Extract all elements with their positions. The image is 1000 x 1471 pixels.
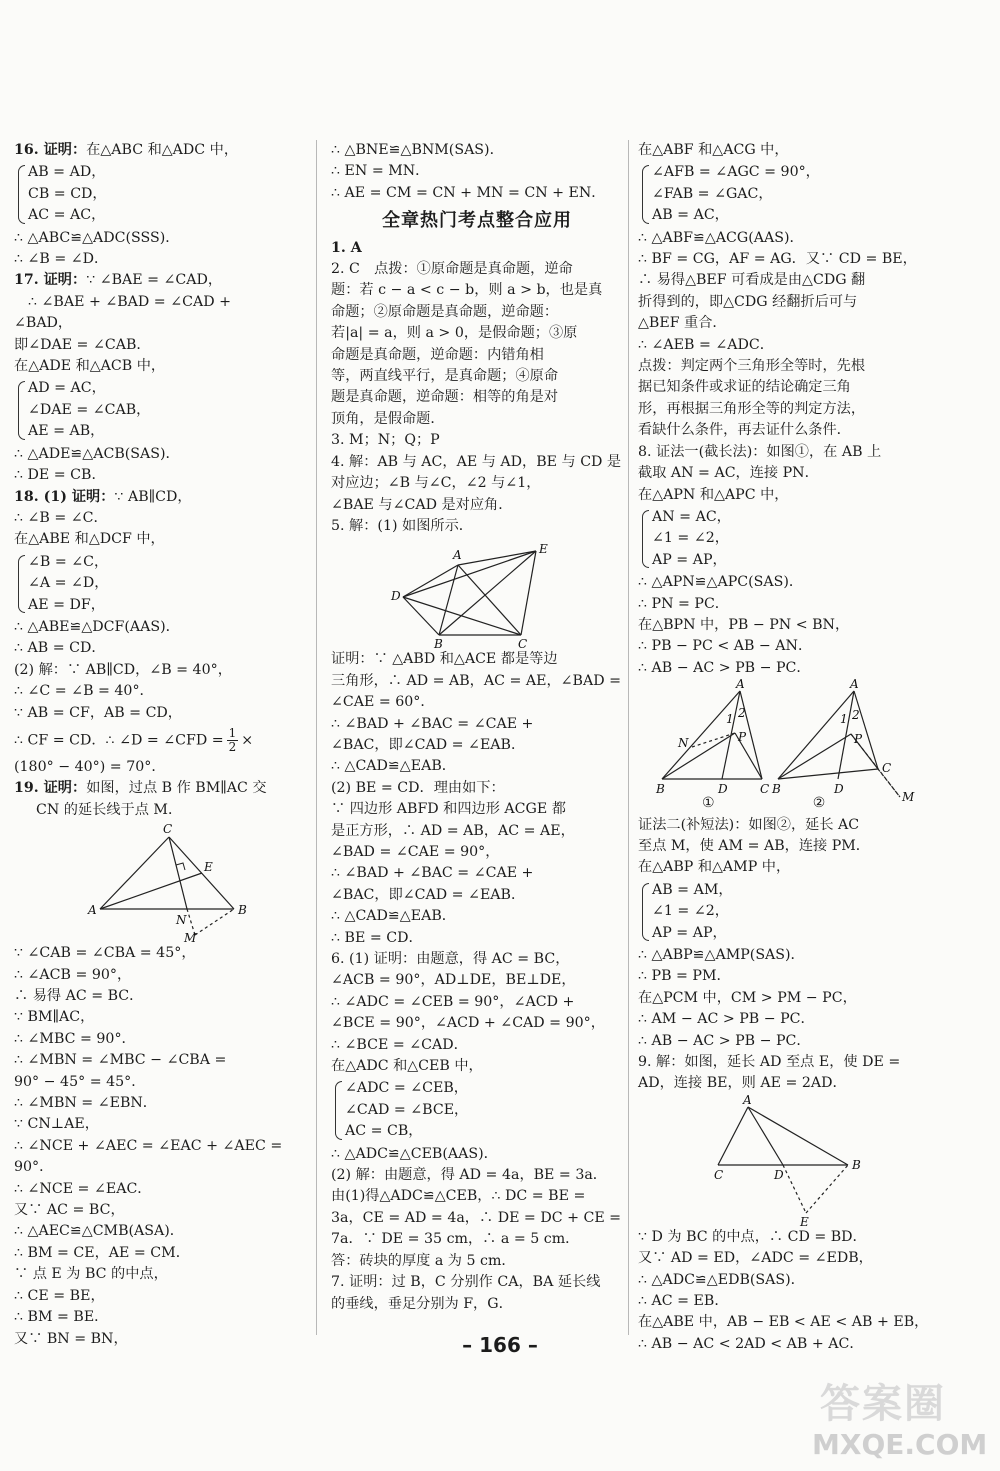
text-line: 由(1)得△ADC≌△CEB，∴ DC = BE = bbox=[331, 1188, 586, 1205]
label-B-1: B bbox=[656, 782, 665, 797]
text-line: ∠CAE = 60°． bbox=[331, 694, 435, 711]
watermark-site: MXQE.COM bbox=[812, 1428, 988, 1461]
text-line: 据已知条件或求证的结论确定三角 bbox=[638, 379, 851, 396]
q5-figure bbox=[331, 537, 623, 649]
text-line: 至点 M，使 AM = AB，连接 PM． bbox=[638, 837, 870, 854]
text-line: 答：砖块的厚度 a 为 5 cm． bbox=[331, 1252, 516, 1269]
text-line: ∵ 四边形 ABFD 和四边形 ACGE 都 bbox=[331, 801, 566, 818]
text-line: ∵ D 为 BC 的中点，∴ CD = BD． bbox=[638, 1228, 867, 1245]
page-number: – 166 – bbox=[462, 1333, 538, 1357]
text-line: ∵ BM∥AC， bbox=[14, 1009, 95, 1026]
text-line: ∴ △AEC≌△CMB(ASA)． bbox=[14, 1223, 184, 1240]
answer-5: 5. 解：(1) 如图所示． bbox=[331, 517, 473, 534]
label-C-2: C bbox=[882, 761, 892, 776]
text-line: ∴ ∠MBN = ∠MBC − ∠CBA = bbox=[14, 1052, 227, 1069]
text-line: ∴ PB − PC < AB − AN． bbox=[638, 638, 813, 655]
text-line: ∴ △CAD≌△EAB． bbox=[331, 758, 456, 775]
text-line: 又∵ AD = ED，∠ADC = ∠EDB， bbox=[638, 1250, 873, 1267]
text-line: ∴ AB − AC > PB − PC． bbox=[638, 659, 811, 676]
label-A: A bbox=[88, 903, 97, 918]
text-line: ∴ ∠ACB = 90°， bbox=[14, 966, 132, 983]
q8-system-2 bbox=[638, 880, 988, 944]
q9-figure bbox=[638, 1095, 988, 1227]
label-E: E bbox=[800, 1214, 809, 1227]
q18-p6: (180° − 40°) = 70°． bbox=[14, 758, 166, 775]
text-line: ∴ PN = PC． bbox=[638, 595, 729, 612]
answer-2 bbox=[331, 259, 623, 430]
text-line: △BEF 重合． bbox=[638, 315, 727, 332]
q16-system bbox=[14, 162, 304, 226]
text-line: ∠1 = ∠2， bbox=[652, 903, 729, 920]
text-line: AD，连接 BE，则 AE = 2AD． bbox=[638, 1075, 847, 1092]
text-line: ∴ ∠ADC = ∠CEB = 90°，∠ACD + bbox=[331, 993, 575, 1010]
label-1: 1 bbox=[726, 712, 734, 727]
q18-part2: (2) 解：∵ AB∥CD，∠B = 40°， bbox=[14, 661, 232, 678]
text-line: ∴ AB − AC > PB − PC． bbox=[638, 1032, 811, 1049]
text-line: ∠ACB = 90°，AD⊥DE，BE⊥DE， bbox=[331, 972, 576, 989]
q17-cond-1: AD = AC， bbox=[28, 380, 106, 397]
text-line: 证法二(补短法)：如图②，延长 AC bbox=[638, 816, 860, 833]
q7-system bbox=[638, 162, 988, 226]
q17-concl-2: ∴ DE = CB． bbox=[14, 467, 106, 484]
text-line: 的垂线，垂足分别为 F，G． bbox=[331, 1295, 513, 1312]
text-line: ∴ AC = EB． bbox=[638, 1293, 729, 1310]
text-line: ∠ADC = ∠CEB， bbox=[345, 1080, 468, 1097]
label-D-2: D bbox=[834, 782, 844, 797]
text-line: 90°． bbox=[14, 1159, 54, 1176]
column-divider-1 bbox=[316, 140, 317, 1335]
text-line: 在△PCM 中，CM > PM − PC， bbox=[638, 989, 857, 1006]
text-line: ∠BAC，即∠CAD = ∠EAB． bbox=[331, 886, 526, 903]
text-line: 6. (1) 证明：由题意，得 AC = BC， bbox=[331, 951, 570, 967]
caption-2: ② bbox=[812, 795, 826, 812]
q18-p3: ∴ ∠C = ∠B = 40°． bbox=[14, 683, 154, 700]
text-line: ∵ CN⊥AE， bbox=[14, 1116, 99, 1133]
text-line: 又∵ AC = BC， bbox=[14, 1202, 125, 1219]
text-line: ∴ ∠MBC = 90°． bbox=[14, 1030, 136, 1047]
text-line: ∴ BM = BE． bbox=[14, 1309, 109, 1326]
text-line: ∠BAC，即∠CAD = ∠EAB． bbox=[331, 736, 526, 753]
q16-concl-2: ∴ ∠B = ∠D． bbox=[14, 251, 109, 268]
text-line: ∠AFB = ∠AGC = 90°， bbox=[652, 164, 820, 181]
answer-8-method-2 bbox=[638, 815, 988, 879]
text-line: ∴ ∠NCE + ∠AEC = ∠EAC + ∠AEC = bbox=[14, 1137, 283, 1154]
q18-cond-2: ∠A = ∠D， bbox=[28, 575, 109, 592]
text-line: ∴ BF = CG，AF = AG．又∵ CD = BE， bbox=[638, 251, 917, 268]
text-line: 2. C 点拨：①原命题是真命题，逆命 bbox=[331, 261, 573, 278]
q8-figures bbox=[638, 679, 988, 801]
label-B: B bbox=[434, 637, 443, 650]
q18-l3: 在△ABE 和△DCF 中， bbox=[14, 531, 165, 548]
q18-concl-2: ∴ AB = CD． bbox=[14, 640, 106, 657]
q18-cond-3: AE = DF， bbox=[28, 596, 105, 613]
column-2 bbox=[331, 140, 623, 1315]
q18-p4: ∵ AB = CF，AB = CD， bbox=[14, 704, 182, 721]
text-line: ∠CAD = ∠BCE， bbox=[345, 1101, 469, 1118]
q16-concl-1: ∴ △ABC≌△ADC(SSS)． bbox=[14, 229, 180, 246]
answer-1: 1. A bbox=[331, 239, 362, 256]
text-line: AN = AC， bbox=[652, 508, 731, 525]
label-2-2: 2 bbox=[852, 708, 860, 723]
text-line: ∠FAB = ∠GAC， bbox=[652, 185, 773, 202]
text-line: ∴ ∠BAD + ∠BAC = ∠CAE + bbox=[331, 865, 534, 882]
answer-4 bbox=[331, 452, 623, 516]
label-2: 2 bbox=[738, 706, 746, 721]
q17-l2: ∴ ∠BAE + ∠BAD = ∠CAD + bbox=[28, 293, 231, 310]
text-line: ∴ AE = CM = CN + MN = CN + EN． bbox=[331, 184, 606, 201]
text-line: ∴ △ABP≌△AMP(SAS)． bbox=[638, 947, 805, 963]
q16-intro: 16. 证明：在△ABC 和△ADC 中， bbox=[14, 142, 239, 158]
q17-concl-1: ∴ △ADE≌△ACB(SAS)． bbox=[14, 445, 180, 462]
label-C-1: C bbox=[760, 782, 770, 797]
q18-concl-1: ∴ △ABE≌△DCF(AAS)． bbox=[14, 618, 180, 635]
label-E: E bbox=[539, 542, 548, 557]
answer-9 bbox=[638, 1052, 988, 1095]
q18-l1: 18. (1) 证明：∵ AB∥CD， bbox=[14, 488, 192, 505]
text-line: AP = AP， bbox=[652, 551, 727, 568]
text-line: 9. 解：如图，延长 AD 至点 E，使 DE = bbox=[638, 1054, 901, 1071]
q16-cond-3: AC = AC， bbox=[28, 207, 106, 224]
text-line: ∴ △ADC≌△CEB(AAS)． bbox=[331, 1145, 498, 1162]
watermark-logo: 答案圈 bbox=[820, 1381, 946, 1427]
label-N: N bbox=[678, 736, 689, 751]
text-line: ∴ △APN≌△APC(SAS)． bbox=[638, 574, 804, 591]
text-line: 在△ADC 和△CEB 中， bbox=[331, 1058, 483, 1075]
text-line: 在△ABE 中，AB − EB < AE < AB + EB， bbox=[638, 1314, 929, 1331]
label-M: M bbox=[902, 790, 915, 802]
label-D: D bbox=[774, 1167, 784, 1182]
q16-cond-1: AB = AD， bbox=[28, 164, 106, 181]
label-M: M bbox=[184, 931, 197, 944]
q19-l1: 19. 证明：如图，过点 B 作 BM∥AC 交 bbox=[14, 780, 267, 797]
label-1-2: 1 bbox=[840, 712, 848, 727]
text-line: AC = CB， bbox=[345, 1123, 423, 1140]
q18-l2: ∴ ∠B = ∠C． bbox=[14, 509, 108, 526]
label-P-2: P bbox=[854, 732, 863, 747]
text-line: ∴ △BNE≌△BNM(SAS)． bbox=[331, 142, 504, 158]
fraction-half: $\frac{1}{2}$ bbox=[228, 725, 237, 754]
text-line: 看缺什么条件，再去证什么条件． bbox=[638, 422, 851, 439]
text-line: ∴ ∠NCE = ∠EAC． bbox=[14, 1180, 152, 1197]
text-line: ∵ ∠CAB = ∠CBA = 45°， bbox=[14, 945, 196, 962]
q8-figure-captions bbox=[638, 793, 988, 814]
q7-continued bbox=[638, 140, 988, 161]
column-3 bbox=[638, 140, 988, 1355]
label-C: C bbox=[714, 1167, 724, 1182]
q17-l3: ∠BAD， bbox=[14, 315, 73, 332]
q7-conclusion bbox=[638, 228, 988, 442]
q16-cond-2: CB = CD， bbox=[28, 185, 107, 202]
text-line: 三角形，∴ AD = AB，AC = AE，∠BAD = bbox=[331, 672, 621, 689]
label-C: C bbox=[518, 637, 528, 650]
answer-5-proof bbox=[331, 649, 623, 949]
text-line: 命题；②原命题是真命题，逆命题： bbox=[331, 303, 559, 320]
text-line: 命题是真命题，逆命题：内错角相 bbox=[331, 346, 544, 363]
text-line: 在△ABP 和△AMP 中， bbox=[638, 859, 791, 876]
text-line: 4. 解：AB 与 AC，AE 与 AD，BE 与 CD 是 bbox=[331, 453, 622, 470]
q17-l1: 17. 证明：∵ ∠BAE = ∠CAD， bbox=[14, 272, 223, 289]
text-line: 截取 AN = AC，连接 PN． bbox=[638, 465, 819, 482]
text-line: 90° − 45° = 45°． bbox=[14, 1073, 146, 1090]
q17-system bbox=[14, 378, 304, 442]
text-line: ∵ 点 E 为 BC 的中点， bbox=[14, 1266, 168, 1283]
text-line: 点拨：判定两个三角形全等时，先根 bbox=[638, 358, 866, 375]
text-line: ∠BAD = ∠CAE = 90°， bbox=[331, 843, 500, 860]
text-line: 对应边；∠B 与∠C，∠2 与∠1， bbox=[331, 475, 541, 492]
q18-system bbox=[14, 552, 304, 616]
q18-p5: ∴ CF = CD．∴ ∠D = ∠CFD = $\frac{1}{2}$ × bbox=[14, 725, 254, 754]
q18-cond-1: ∠B = ∠C， bbox=[28, 553, 109, 570]
text-line: ∴ △ABF≌△ACG(AAS)． bbox=[638, 229, 804, 246]
text-line: 形，再根据三角形全等的判定方法， bbox=[638, 400, 866, 417]
text-line: 8. 证法一(截长法)：如图①，在 AB 上 bbox=[638, 443, 882, 460]
text-line: ∴ CE = BE， bbox=[14, 1287, 105, 1304]
label-C: C bbox=[163, 822, 173, 837]
q17-cond-2: ∠DAE = ∠CAB， bbox=[28, 401, 151, 418]
text-line: AP = AP， bbox=[652, 924, 727, 941]
text-line: ∴ ∠MBN = ∠EBN． bbox=[14, 1095, 157, 1112]
text-line: 3a，CE = AD = 4a，∴ DE = DC + CE = bbox=[331, 1209, 622, 1226]
text-line: 在△BPN 中，PB − PN < BN， bbox=[638, 616, 850, 633]
answer-8 bbox=[638, 442, 988, 506]
text-line: ∴ △ADC≌△EDB(SAS)． bbox=[638, 1271, 805, 1288]
label-B: B bbox=[852, 1157, 861, 1172]
text-line: ∴ ∠BAD + ∠BAC = ∠CAE + bbox=[331, 715, 534, 732]
column-1 bbox=[14, 140, 304, 1350]
text-line: 题：若 c − a < c − b，则 a > b，也是真 bbox=[331, 282, 603, 299]
text-line: ∴ 易得 AC = BC． bbox=[14, 988, 144, 1004]
text-line: ∴ 易得△BEF 可看成是由△CDG 翻 bbox=[638, 272, 866, 289]
label-A-1: A bbox=[736, 679, 745, 692]
text-line: 是正方形，∴ AD = AB，AC = AE， bbox=[331, 822, 575, 839]
answer-6-cont bbox=[331, 1144, 623, 1272]
text-line: 题是真命题，逆命题：相等的角是对 bbox=[331, 389, 559, 406]
label-D: D bbox=[391, 589, 401, 604]
text-line: ∴ ∠BCE = ∠CAD． bbox=[331, 1036, 468, 1053]
text-line: 折得到的，即△CDG 经翻折后可与 bbox=[638, 293, 858, 310]
answer-3: 3. M；N；Q；P bbox=[331, 432, 440, 449]
q8-system-1 bbox=[638, 507, 988, 571]
label-P-1: P bbox=[738, 730, 747, 745]
q6-system bbox=[331, 1078, 623, 1142]
text-line: ∴ AB − AC < 2AD < AB + AC． bbox=[638, 1335, 864, 1352]
text-line: 7. 证明：过 B，C 分别作 CA，BA 延长线 bbox=[331, 1274, 601, 1291]
caption-1: ① bbox=[702, 795, 715, 812]
text-line: 顶角，是假命题． bbox=[331, 410, 445, 427]
text-line: ∴ BM = CE，AE = CM． bbox=[14, 1244, 190, 1261]
q17-cond-3: AE = AB， bbox=[28, 423, 105, 440]
text-line: (2) BE = CD．理由如下： bbox=[331, 779, 505, 796]
text-line: 在△APN 和△APC 中， bbox=[638, 486, 789, 503]
text-line: 等，两直线平行，是真命题；④原命 bbox=[331, 368, 559, 385]
q19-figure bbox=[14, 821, 304, 943]
label-N: N bbox=[176, 913, 187, 928]
label-B-2: B bbox=[772, 782, 781, 797]
label-D-1: D bbox=[718, 782, 728, 797]
text-line: 又∵ BN = BN， bbox=[14, 1330, 128, 1347]
text-line: AB = AM， bbox=[652, 881, 733, 898]
q19-l2: CN 的延长线于点 M． bbox=[36, 801, 183, 818]
label-A: A bbox=[453, 548, 462, 563]
column-divider-2 bbox=[628, 140, 629, 1335]
text-line: ∴ ∠AEB = ∠ADC． bbox=[638, 336, 774, 353]
text-line: ∠1 = ∠2， bbox=[652, 530, 729, 547]
text-line: ∠BAE 与∠CAD 是对应角． bbox=[331, 496, 513, 513]
answer-6 bbox=[331, 949, 623, 1077]
section-heading: 全章热门考点整合应用 bbox=[382, 210, 572, 232]
answer-8-method-2-cont bbox=[638, 945, 988, 1052]
q19-steps bbox=[14, 943, 304, 1350]
label-B: B bbox=[238, 903, 247, 918]
text-line: 证明：∵ △ABD 和△ACE 都是等边 bbox=[331, 651, 558, 668]
answer-8-method-1 bbox=[638, 572, 988, 679]
q19-continued bbox=[331, 140, 623, 204]
answer-7 bbox=[331, 1272, 623, 1315]
text-line: ∴ BE = CD． bbox=[331, 929, 423, 946]
text-line: 若|a| = a，则 a > 0，是假命题；③原 bbox=[331, 325, 578, 342]
text-line: 在△ABF 和△ACG 中， bbox=[638, 142, 789, 158]
text-line: (2) 解：由题意，得 AD = 4a，BE = 3a． bbox=[331, 1167, 607, 1184]
text-line: AB = AC， bbox=[652, 207, 729, 224]
text-line: ∠BCE = 90°，∠ACD + ∠CAD = 90°， bbox=[331, 1015, 605, 1032]
text-line: ∴ △CAD≌△EAB． bbox=[331, 908, 456, 925]
text-line: ∴ EN = MN． bbox=[331, 163, 430, 180]
label-E: E bbox=[204, 860, 213, 875]
label-A: A bbox=[743, 1094, 752, 1107]
text-line: 7a．∵ DE = 35 cm，∴ a = 5 cm． bbox=[331, 1231, 580, 1248]
label-A-2: A bbox=[850, 679, 859, 692]
q17-l4: 即∠DAE = ∠CAB． bbox=[14, 336, 151, 353]
text-line: ∴ AM − AC > PB − PC． bbox=[638, 1011, 815, 1028]
q17-l5: 在△ADE 和△ACB 中， bbox=[14, 358, 166, 375]
text-line: ∴ PB = PM． bbox=[638, 968, 731, 985]
